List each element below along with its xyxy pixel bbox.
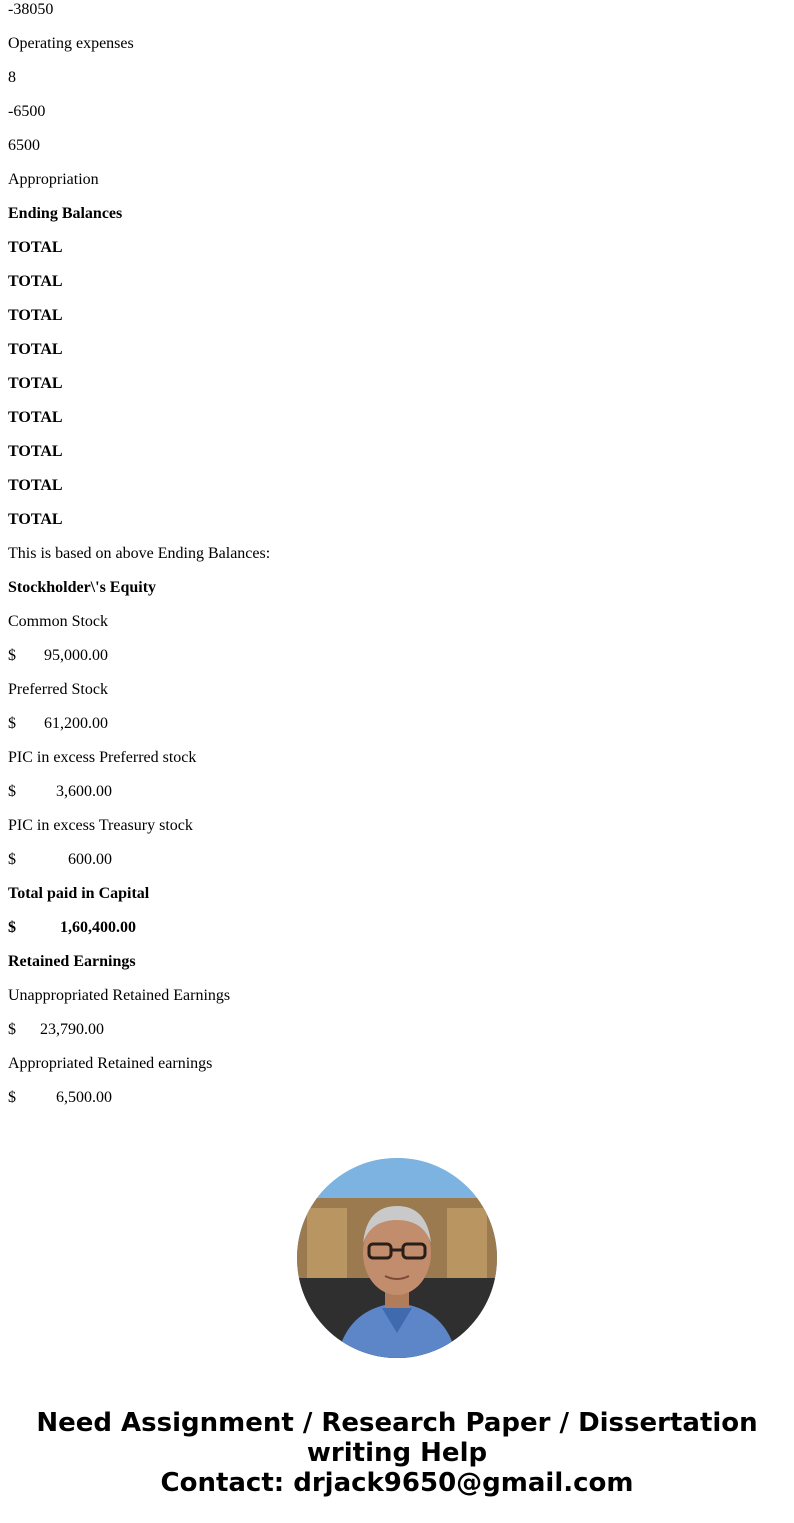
document-line: Operating expenses [8,35,134,52]
cta-line-contact: Contact: drjack9650@gmail.com [160,1468,634,1498]
document-line: -6500 [8,103,46,120]
contact-banner [0,1408,794,1498]
cta-line-help: Need Assignment / Research Paper / Dissertation writing Help [36,1408,758,1468]
document-line: Common Stock [8,613,109,630]
document-line: $ 95,000.00 [8,647,108,664]
document-line: Total paid in Capital [8,885,150,902]
document-line: $ 1,60,400.00 [8,919,136,936]
document-line: TOTAL [8,511,63,528]
document-line: TOTAL [8,477,63,494]
document-line: PIC in excess Treasury stock [8,817,193,834]
document-line: TOTAL [8,341,63,358]
document-line: 8 [8,69,16,86]
document-line: Ending Balances [8,205,123,222]
document-line: TOTAL [8,443,63,460]
document-line: TOTAL [8,307,63,324]
document-line: $ 6,500.00 [8,1089,112,1106]
document-line: Preferred Stock [8,681,108,698]
avatar-container [0,1158,794,1358]
person-portrait-icon [297,1158,497,1358]
document-line: TOTAL [8,239,63,256]
document-line: -38050 [8,1,54,18]
portrait-illustration [297,1158,497,1358]
document-line: $ 3,600.00 [8,783,112,800]
document-line: $ 23,790.00 [8,1021,104,1038]
document-line: TOTAL [8,409,63,426]
document-line: This is based on above Ending Balances: [8,545,271,562]
document-line: Appropriation [8,171,99,188]
document-line: Unappropriated Retained Earnings [8,987,231,1004]
document-line: $ 600.00 [8,851,112,868]
document-line: Stockholder\'s Equity [8,579,157,596]
document-line: TOTAL [8,273,63,290]
document-line: 6500 [8,137,40,154]
document-line: TOTAL [8,375,63,392]
document-line: Appropriated Retained earnings [8,1055,213,1072]
document-line: Retained Earnings [8,953,136,970]
document-line: PIC in excess Preferred stock [8,749,197,766]
document-line: $ 61,200.00 [8,715,108,732]
